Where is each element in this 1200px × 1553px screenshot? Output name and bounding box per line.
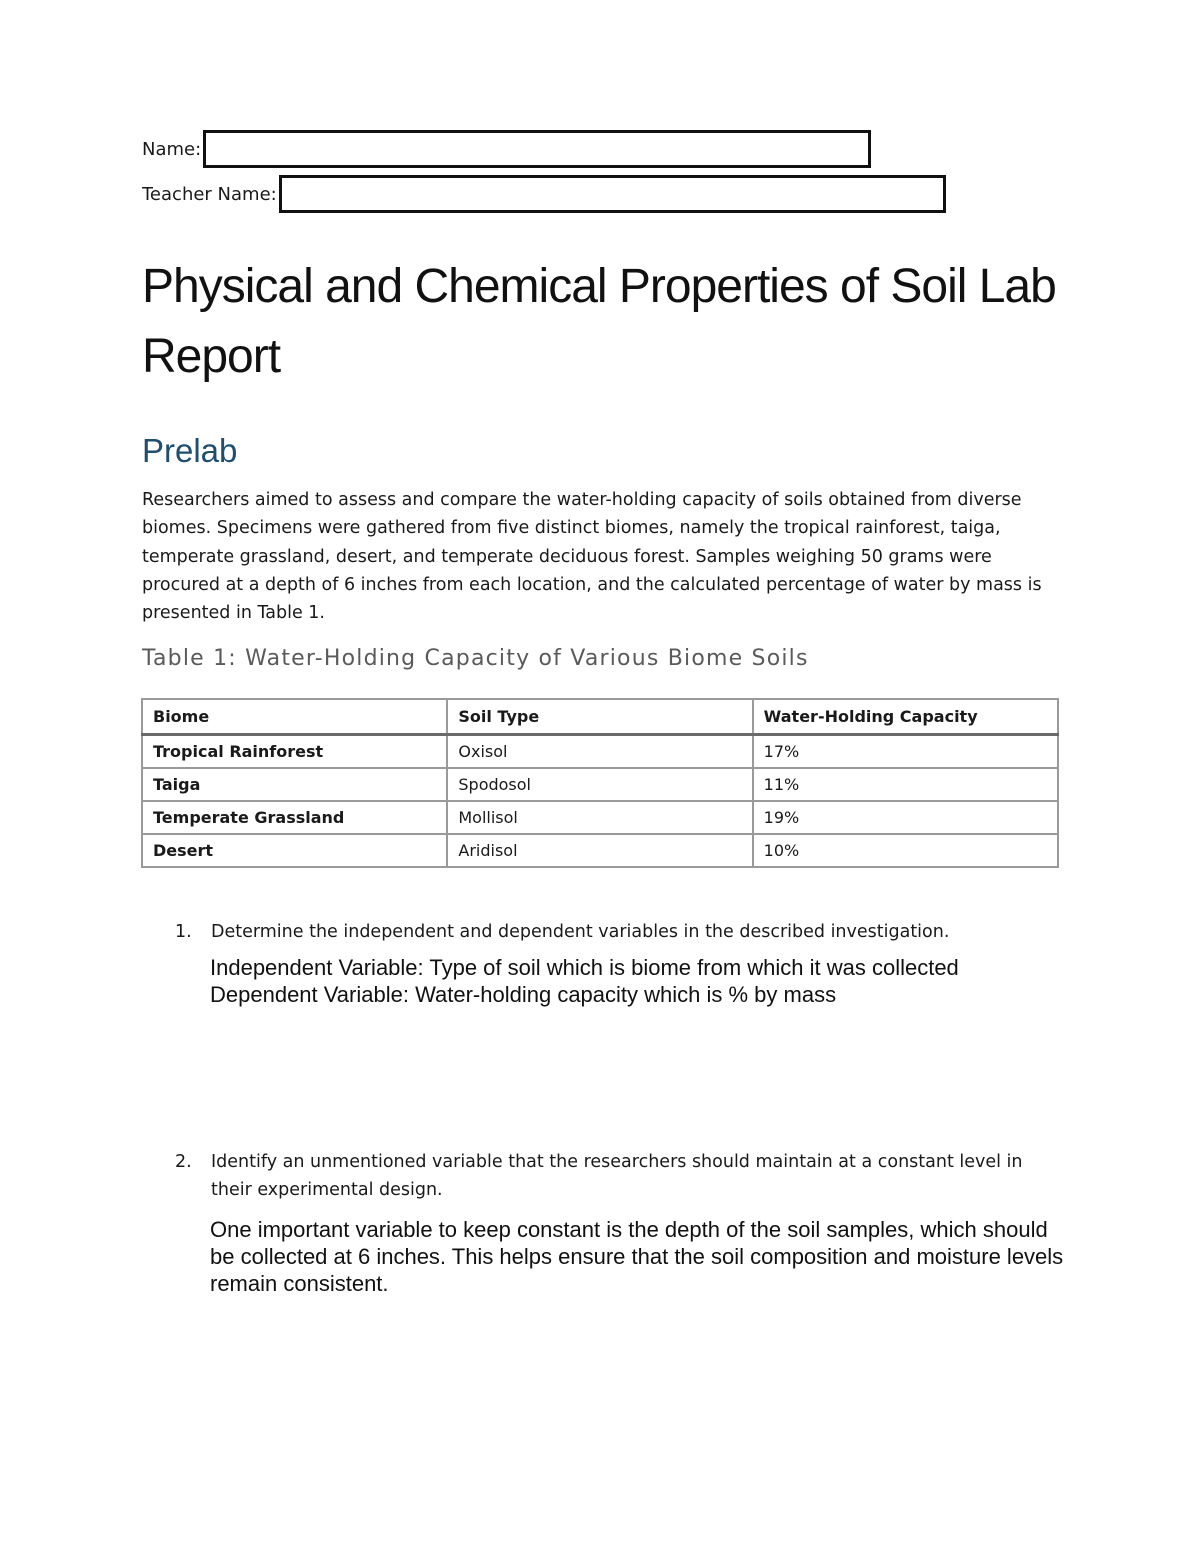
question-2 (175, 1148, 1065, 1204)
table-caption: Table 1: Water-Holding Capacity of Various Biome Soils (142, 646, 809, 671)
table-cell-soil-type: Aridisol (447, 834, 752, 867)
answer-text: One important variable to keep constant is the depth of the soil samples, which should be collected at 6 inches. This helps ensure that the soil composition and moisture levels remain consistent. (210, 1217, 1064, 1296)
table-cell-capacity: 10% (753, 834, 1058, 867)
table-cell-biome: Temperate Grassland (142, 801, 447, 834)
table-cell-capacity: 19% (753, 801, 1058, 834)
table-cell-capacity: 17% (753, 735, 1058, 769)
table-header-biome: Biome (142, 699, 447, 735)
table-cell-soil-type: Mollisol (447, 801, 752, 834)
answer-1[interactable] (210, 954, 1070, 1008)
question-number: 2. (175, 1152, 192, 1172)
page-title: Physical and Chemical Properties of Soil Lab Report (142, 260, 1056, 383)
question-text: Identify an unmentioned variable that the researchers should maintain at a constant level in their experimental design. (211, 1152, 1023, 1200)
table-cell-soil-type: Spodosol (447, 768, 752, 801)
answer-line-independent-variable: Independent Variable: Type of soil which is biome from which it was collected (210, 955, 959, 980)
table-header-soil-type: Soil Type (447, 699, 752, 735)
question-text: Determine the independent and dependent variables in the described investigation. (211, 922, 950, 942)
table-cell-biome: Tropical Rainforest (142, 735, 447, 769)
teacher-name-input-box[interactable] (279, 175, 946, 213)
section-heading-prelab: Prelab (142, 432, 238, 469)
teacher-name-label: Teacher Name: (142, 183, 277, 205)
teacher-name-field-row (142, 175, 946, 213)
table-header-row (142, 699, 1058, 735)
intro-paragraph: Researchers aimed to assess and compare the water-holding capacity of soils obtained from diverse biomes. Specimens were gathered from five distinct biomes, namely the tropical rainforest, taiga, temperate grassland, desert, and temperate deciduous forest. Samples weighing 50 grams were procured at a depth of 6 inches from each location, and the calculated percentage of water by mass is presented in Table 1. (142, 490, 1042, 624)
answer-2[interactable] (210, 1216, 1070, 1297)
table-row (142, 834, 1058, 867)
name-field-row (142, 130, 871, 168)
table-header-water-holding-capacity: Water-Holding Capacity (753, 699, 1058, 735)
question-number: 1. (175, 922, 192, 942)
table-cell-biome: Desert (142, 834, 447, 867)
table-row (142, 768, 1058, 801)
name-label: Name: (142, 138, 202, 160)
table-cell-biome: Taiga (142, 768, 447, 801)
biome-soil-table (141, 698, 1059, 868)
question-1 (175, 918, 1065, 946)
table-row (142, 735, 1058, 769)
table-cell-soil-type: Oxisol (447, 735, 752, 769)
table-row (142, 801, 1058, 834)
answer-line-dependent-variable: Dependent Variable: Water-holding capacity which is % by mass (210, 982, 837, 1007)
table-cell-capacity: 11% (753, 768, 1058, 801)
name-input-box[interactable] (203, 130, 871, 168)
